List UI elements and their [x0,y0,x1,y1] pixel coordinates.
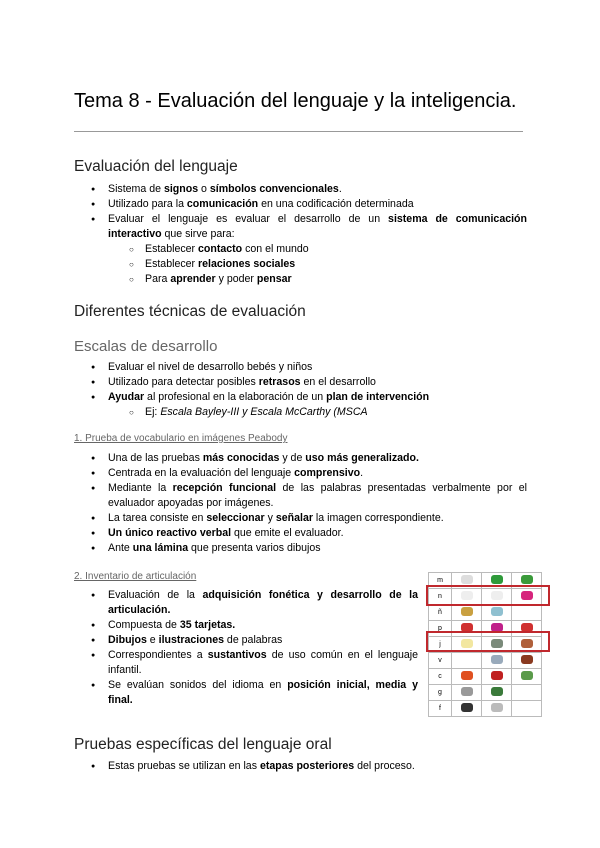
text-segment: que sirve para: [161,228,235,240]
drawing-icon [461,703,473,712]
text-segment: en el desarrollo [300,376,376,388]
figure-cell [512,685,542,701]
list-item [74,481,527,511]
text-segment: Sistema de [108,183,164,195]
text-segment: y [264,512,276,524]
list-item [74,588,418,618]
text-segment: plan de intervención [326,391,430,403]
figure-row [429,685,542,701]
text-segment: Mediante la [108,482,173,494]
text-segment: pensar [256,273,292,285]
figure-cell [482,701,512,717]
figure-cell [452,653,482,669]
list-item [74,678,418,708]
text-segment: La tarea consiste en [108,512,207,524]
text-segment: una lámina [132,542,189,554]
list-item [74,511,527,526]
text-segment: Evaluar el lenguaje es evaluar el desarrollo de un [108,213,389,225]
text-segment: Centrada en la evaluación del lenguaje [108,467,295,479]
text-segment: que presenta varios dibujos [188,542,321,554]
text-segment: Dibujos [108,634,147,646]
text-segment: más conocidas [202,452,280,464]
text-segment: Evaluar el nivel de desarrollo bebés y niños [108,361,313,373]
drawing-icon [491,607,503,616]
heading-tecnicas: Diferentes técnicas de evaluación [74,303,306,320]
list-item [74,633,418,648]
heading-evaluacion-lenguaje: Evaluación del lenguaje [74,158,238,175]
heading-escalas: Escalas de desarrollo [74,338,218,355]
text-segment: con el mundo [242,243,309,255]
text-segment: de uso común en el lenguaje infantil. [108,649,418,676]
sub-list-item [74,405,527,420]
text-segment: Compuesta de [108,619,180,631]
text-segment: contacto [198,243,243,255]
text-segment: de palabras [223,634,283,646]
document-title: Tema 8 - Evaluación del lenguaje y la inteligencia. [74,90,517,112]
text-segment: ilustraciones [158,634,224,646]
text-segment: señalar [275,512,313,524]
drawing-icon [521,655,533,664]
text-segment: sistema de comunicación interactivo [108,213,527,240]
text-segment: o [198,183,210,195]
heading-peabody: 1. Prueba de vocabulario en imágenes Peabody [74,433,288,444]
text-segment: Establecer [145,243,198,255]
figure-cell [482,653,512,669]
text-segment: Una de las pruebas [108,452,203,464]
list-item [74,212,527,242]
list-item [74,182,527,197]
text-segment: Utilizado para detectar posibles [108,376,259,388]
list-item [74,360,527,375]
figure-letter: g [429,685,452,701]
text-segment: Para [145,273,171,285]
figure-letter: p [429,621,452,637]
text-segment: al profesional en la elaboración de un [144,391,327,403]
figure-cell [482,605,512,621]
text-segment: que emite el evaluador. [231,527,344,539]
text-segment: e [146,634,159,646]
highlight-box-j [426,631,550,652]
drawing-icon [491,703,503,712]
list-item [74,759,527,774]
sub-list-item [74,257,527,272]
drawing-icon [461,575,473,584]
text-segment: en una codificación determinada [258,198,414,210]
drawing-icon [491,575,503,584]
text-segment: adquisición fonética y desarrollo de la articulación. [108,589,418,616]
text-segment: sustantivos [207,649,267,661]
figure-letter: ñ [429,605,452,621]
list-item [74,541,527,556]
text-segment: la imagen correspondiente. [312,512,444,524]
text-segment: Ayudar [108,391,145,403]
horizontal-divider [74,131,523,132]
figure-letter: j [429,637,452,653]
text-segment: seleccionar [206,512,265,524]
figure-cell [512,653,542,669]
list-item [74,526,527,541]
list-item [74,375,527,390]
text-segment: etapas posteriores [259,760,355,772]
text-segment: aprender [170,273,216,285]
figure-cell [452,605,482,621]
heading-pruebas-especificas: Pruebas específicas del lenguaje oral [74,736,332,753]
text-segment: comprensivo [294,467,361,479]
text-segment: Escala Bayley-III y Escala McCarthy (MSCA [160,406,368,418]
text-segment: símbolos convencionales [209,183,339,195]
text-segment: Se evalúan sonidos del idioma en [108,679,288,691]
list-item [74,390,527,405]
figure-cell [452,701,482,717]
text-segment: retrasos [258,376,301,388]
figure-letter: n [429,589,452,605]
text-segment: Un único reactivo verbal [108,527,232,539]
list-item [74,451,527,466]
figure-cell [512,669,542,685]
text-segment: . [338,183,342,195]
figure-cell [512,701,542,717]
figure-row [429,701,542,717]
figure-letter: c [429,669,452,685]
drawing-icon [491,671,503,680]
figure-cell [482,669,512,685]
figure-row [429,653,542,669]
figure-letter: m [429,573,452,589]
text-segment: del proceso. [354,760,415,772]
list-item [74,466,527,481]
list-evaluacion-lenguaje [74,182,527,287]
text-segment: Evaluación de la [108,589,203,601]
list-item [74,648,418,678]
figure-row [429,669,542,685]
text-segment: recepción funcional [172,482,277,494]
text-segment: relaciones sociales [198,258,296,270]
figure-cell [482,685,512,701]
list-inventario [74,588,418,708]
text-segment: Ej: [145,406,161,418]
text-segment: posición inicial, media y final. [108,679,418,706]
sub-list-item [74,272,527,287]
figure-cell [452,685,482,701]
text-segment: 35 tarjetas. [179,619,236,631]
text-segment: Establecer [145,258,198,270]
figure-cell [512,605,542,621]
drawing-icon [461,687,473,696]
heading-inventario: 2. Inventario de articulación [74,571,197,582]
drawing-icon [521,671,533,680]
text-segment: signos [163,183,199,195]
list-peabody [74,451,527,556]
figure-cell [452,669,482,685]
text-segment: Correspondientes a [108,649,208,661]
sub-list-item [74,242,527,257]
list-pruebas-especificas [74,759,527,774]
drawing-icon [491,687,503,696]
figure-letter: f [429,701,452,717]
text-segment: uso más generalizado. [305,452,419,464]
text-segment: y poder [215,273,257,285]
text-segment: comunicación [186,198,259,210]
text-segment: Estas pruebas se utilizan en las [108,760,260,772]
text-segment: . [360,467,364,479]
list-item [74,197,527,212]
list-escalas [74,360,527,420]
figure-row [429,605,542,621]
list-item [74,618,418,633]
text-segment: Utilizado para la [108,198,187,210]
text-segment: y de [279,452,306,464]
highlight-box-n [426,585,550,606]
figure-letter: v [429,653,452,669]
drawing-icon [461,607,473,616]
drawing-icon [461,671,473,680]
drawing-icon [521,575,533,584]
text-segment: de las palabras presentadas verbalmente por el evaluador apoyadas por imágenes. [108,482,527,509]
drawing-icon [491,655,503,664]
text-segment: Ante [108,542,133,554]
